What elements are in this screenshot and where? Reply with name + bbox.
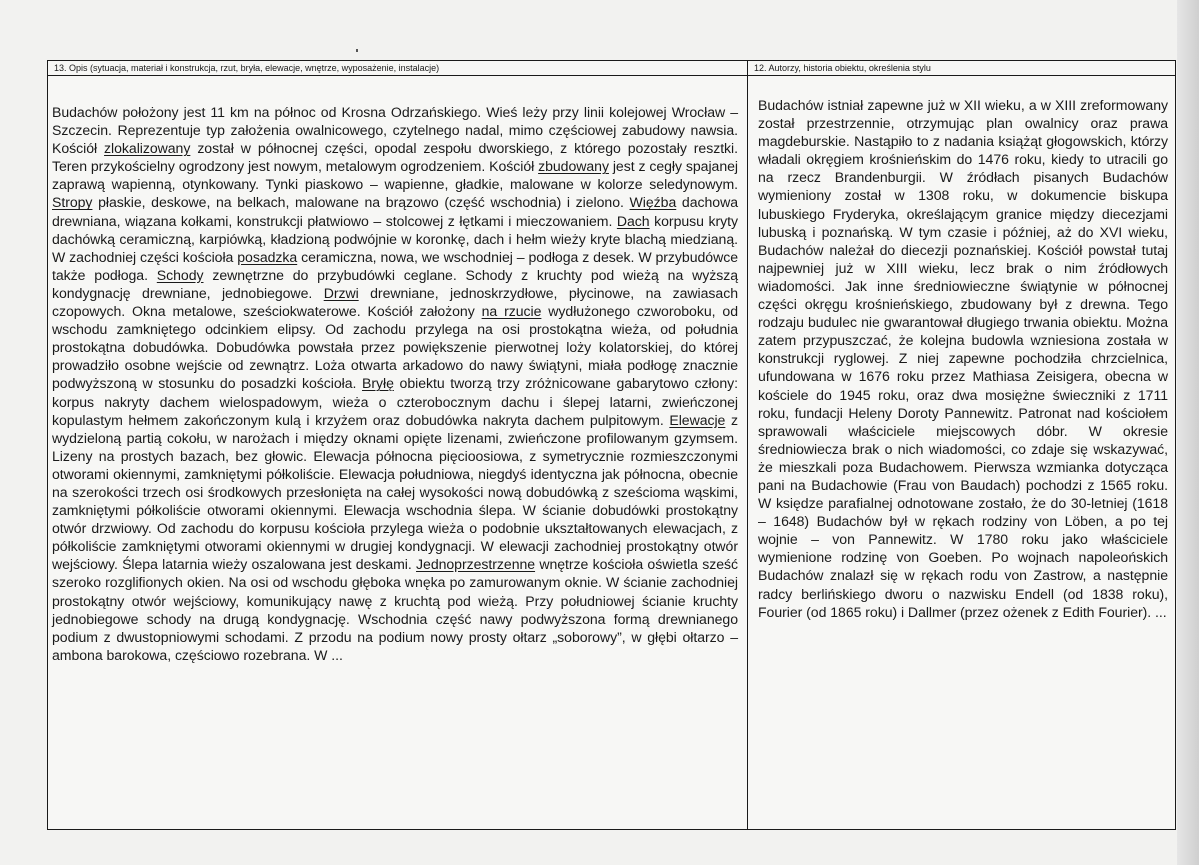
text-run: wydłużonego czworoboku, od wschodu zamkniętego odcinkiem elipsy. Od zachodu przylega na osi prostokątna wieża, od południa prostokątna dobudówka. Dobudówka powstała przez powiększenie pierwotnej loży kolatorskiej, do której prowadziło osobne wejście od zewnątrz. Loża otwarta arkadowo do nawy świątyni, miała podłogę znacznie podwyższoną w stosunku do posadzki kościoła. <box>52 303 738 392</box>
text-run: jest z cegły spajanej zaprawą wapienną, otynkowany. Tynki piaskowo – wapienne, gładkie, malowane w kolorze seledynowym. <box>52 158 738 193</box>
underlined-keyword: Drzwi <box>323 284 359 301</box>
text-run: Budachów położony jest 11 km na północ od Krosna Odrzańskiego. Wieś leży przy linii kolejowej Wrocław – Szczecin. Reprezentuje typ założenia owalnicowego, czytelnego nadal, mimo częściowej zabudowy nawsia. Kościół <box>52 104 738 157</box>
description-header: 13. Opis (sytuacja, materiał i konstrukcja, rzut, bryła, elewacje, wnętrze, wyposażenie, instalacje) <box>48 61 747 76</box>
text-run: drewniane, jednoskrzydłowe, płycinowe, na zawiasach czopowych. Okna metalowe, sześciokwaterowe. Kościół założony <box>52 284 738 320</box>
text-run: obiektu tworzą trzy zróżnicowane gabarytowo człony: korpus nakryty dachem wielospadowym, wieża o czterobocznym dachu i ślepej latarni, zwieńczonej kopulastym hełmem zakończonym kulą i krzyżem oraz dobudówka nakryta dachem pulpitowym. <box>52 375 738 428</box>
text-run: został w północnej części, opodal zespołu dworskiego, z którego pozostały resztki. Teren przykościelny ogrodzony jest nowym, metalowym ogrodzeniem. Kościół <box>52 140 738 175</box>
text-run: ceramiczna, nowa, we wschodniej – podłoga z desek. W przybudówce także podłoga. <box>52 248 738 283</box>
underlined-keyword: posadzka <box>237 248 298 265</box>
description-text <box>48 76 747 664</box>
underlined-keyword: Schody <box>156 266 204 283</box>
underlined-keyword: Dach <box>616 212 650 229</box>
description-column <box>48 61 748 829</box>
underlined-keyword: Jednoprzestrzenne <box>416 556 536 573</box>
underlined-keyword: Elewacje <box>669 411 726 428</box>
history-text: Budachów istniał zapewne już w XII wieku, a w XIII zreformowany został przestrzennie, otrzymując plan owalnicy oraz prawa magdeburskie. Nastąpiło to z nadania książąt głogowskich, którzy władali okręgiem krośnieńskim do 1476 roku, kiedy to utracili go na rzecz Brandenburgii. W źródłach pisanych Budachów wymieniony został w 1308 roku, w dokumencie biskupa lubuskiego Fryderyka, określającym granice między diecezjami lubuską i poznańską. W tym czasie i później, aż do XVI wieku, Budachów należał do diecezji poznańskiej. Kościół powstał tutaj najpewniej już w XIII wieku, lecz brak o nim źródłowych wiadomości. Jak inne średniowieczne świątynie w północnej części okręgu krośnieńskiego, zbudowany był z drewna. Tego rodzaju budulec nie gwarantował długiego trwania obiektu. Można zatem przypuszczać, że kolejna budowla wzniesiona została w konstrukcji ryglowej. Z niej zapewne pochodziła chrzcielnica, ufundowana w 1676 roku przez Mathiasa Zeisigera, obecna w kościele do 1945 roku, oraz dwa mosiężne świeczniki z 1711 roku, fundacji Heleny Doroty Pannewitz. Patronat nad kościołem sprawowali właściciele miejscowych dóbr. W okresie średniowiecza brak o nich wiadomości, co zdaje się wskazywać, że mieszkali poza Budachowem. Pierwsza wzmianka dotycząca pani na Budachowie (Frau von Baudach) pochodzi z 1565 roku. W księdze parafialnej odnotowane zostało, że do 30-letniej (1618 – 1648) Budachów był w rękach rodziny von Löben, a po tej wojnie – von Pannewitz. W 1780 roku jako właściciele wymienione rodzinę von Goeben. Po wojnach napoleońskich Budachów znalazł się w rękach rodu von Zastrow, a następnie radcy berlińskiego dworu o nazwisku Endell (od 1838 roku), Fourier (od 1865 roku) i Dallmer (przez ożenek z Edith Fourier). ... <box>758 97 1168 620</box>
history-column <box>748 61 1175 829</box>
underlined-keyword: Bryłę <box>362 375 394 392</box>
text-run: z wydzieloną partią cokołu, w narożach i między oknami opięte lizenami, zwieńczone profilowanym gzymsem. Lizeny na prostych bazach, bez głowic. Elewacja północna pięcioosiowa, z symetrycznie rozmieszczonymi otworami okiennymi, zamkniętymi półkoliście. Elewacja południowa, niegdyś identyczna jak północna, obecnie na szerokości trzech osi środkowych przesłonięta na całej wysokości nową dobudówką z sześcioma wąskimi, zamkniętymi półkoliście otworami okiennymi. Elewacja wschodnia ślepa. W ścianie dobudówki prostokątny otwór drzwiowy. Od zachodu do korpusu kościoła przylega wieża o podobnie ukształtowanych elewacjach, z półkoliście zamkniętymi otworami okiennymi w drugiej kondygnacji. W elewacji zachodniej prostokątny otwór wejściowy. Ślepa latarnia wieży oszalowana jest deskami. <box>52 411 738 573</box>
scan-speck <box>356 49 358 52</box>
form-table <box>47 60 1176 830</box>
text-run: płaskie, deskowe, na belkach, malowane na brązowo (część wschodnia) i zielono. <box>92 194 630 211</box>
underlined-keyword: Więźba <box>629 194 677 211</box>
text-run: dachowa drewniana, wiązana kołkami, konstrukcji płatwiowo – stolcowej z łętkami i mieczowaniem. <box>52 194 738 229</box>
text-run: korpusu kryty dachówką ceramiczną, karpiówką, kładzioną podwójnie w koronkę, dach i hełm wieży kryte blachą miedzianą. W zachodniej części kościoła <box>52 212 738 265</box>
underlined-keyword: Stropy <box>52 194 93 211</box>
scan-edge <box>1177 0 1199 865</box>
underlined-keyword: na rzucie <box>481 303 542 320</box>
underlined-keyword: zbudowany <box>538 158 609 175</box>
underlined-keyword: zlokalizowany <box>104 140 191 157</box>
text-run: wnętrze kościoła oświetla sześć szeroko rozglifionych okien. Na osi od wschodu głęboka wnęka po zamurowanym oknie. W ścianie zachodniej prostokątny otwór wejściowy, komunikujący nawę z kruchtą pod wieżą. Przy południowej ścianie kruchty jednobiegowe schody na drugą kondygnację. Wschodnia część nawy podwyższona formą drewnianego podium z dwustopniowymi schodami. Z przodu na podium nowy prosty ołtarz „soborowy”, w głębi ołtarzo – ambona barokowa, częściowo rozebrana. W ... <box>52 556 738 663</box>
text-run: zewnętrzne do przybudówki ceglane. Schody z kruchty pod wieżą na wyższą kondygnację drewniane, jednobiegowe. <box>52 266 738 301</box>
history-header: 12. Autorzy, historia obiektu, określenia stylu <box>748 61 1175 76</box>
